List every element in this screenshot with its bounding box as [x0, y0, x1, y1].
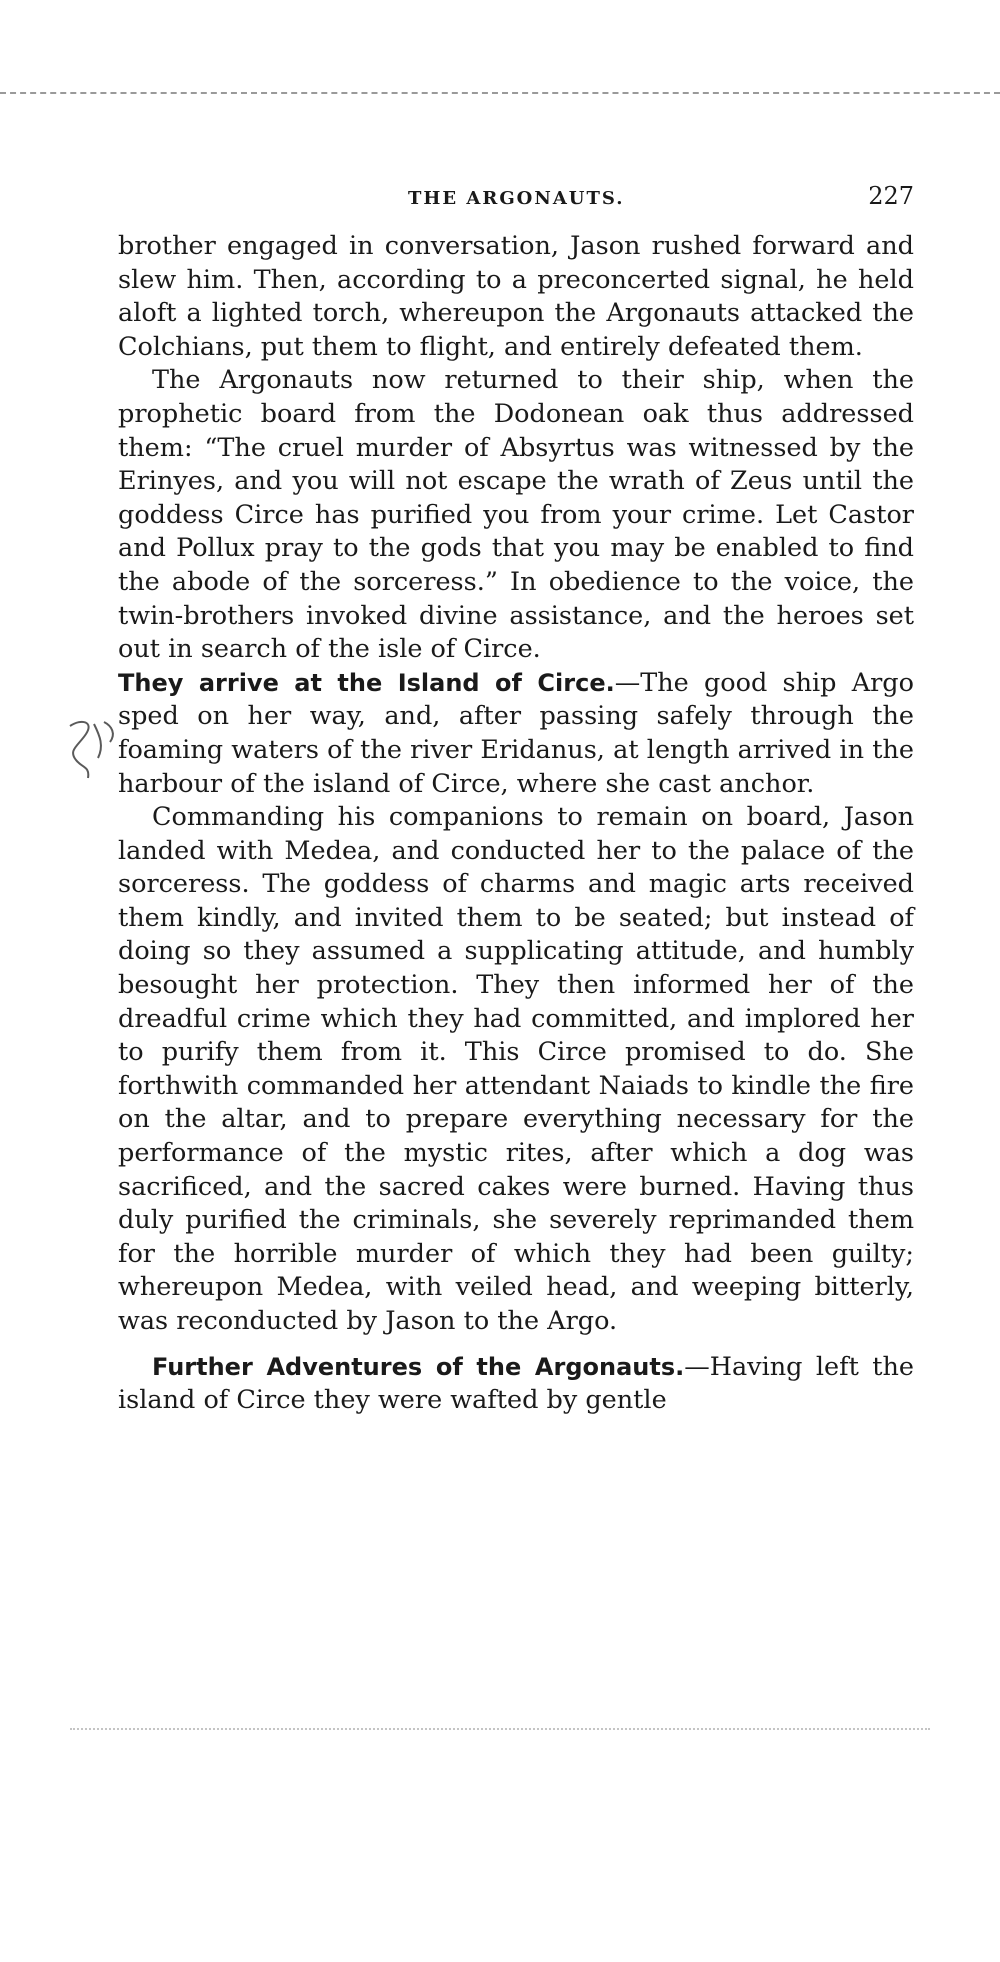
page-number: 227 [868, 182, 914, 210]
section-heading-further-adventures: Further Adventures of the Argonauts. [152, 1352, 685, 1381]
scan-bottom-rule [70, 1728, 930, 1730]
paragraph-4 [118, 801, 914, 1339]
book-page [118, 182, 914, 1418]
paragraph-3-text: —The good ship Argo sped on her way, and, after passing safely through the foaming waters of the river Eridanus, at length arrived in the harbour of the island of Circe, where she cast anchor. [118, 667, 914, 799]
running-head [408, 182, 914, 222]
scan-top-rule [0, 92, 1000, 94]
paragraph-5-text: —Having left the island of Circe they were wafted by gentle [118, 1351, 914, 1416]
paragraph-4-text: Commanding his companions to remain on board, Jason landed with Medea, and conducted her to the palace of the sorceress. The goddess of charms and magic arts received them kindly, and invited them to be seated; but instead of doing so they assumed a supplicating attitude, and humbly besought her protection. They then informed her of the dreadful crime which they had committed, and implored her to purify them from it. This Circe promised to do. She forthwith commanded her attendant Naiads to kindle the fire on the altar, and to prepare everything necessary for the performance of the mystic rites, after which a dog was sacrificed, and the sacred cakes were burned. Having thus duly purified the criminals, she severely reprimanded them for the horrible murder of which they had been guilty; whereupon Medea, with veiled head, and weeping bitterly, was reconducted by Jason to the Argo. [118, 802, 914, 1336]
body-text [118, 230, 914, 1418]
paragraph-3 [118, 667, 914, 801]
paragraph-2-text: The Argonauts now returned to their ship, when the prophetic board from the Dodonean oak thus addressed them: “The cruel murder of Absyrtus was witnessed by the Erinyes, and you will not escape the wrath of Zeus until the goddess Circe has purified you from your crime. Let Castor and Pollux pray to the gods that you may be enabled to find the abode of the sorceress.” In obedience to the voice, the twin-brothers invoked divine assistance, and the heroes set out in search of the isle of Circe. [118, 365, 914, 665]
pencil-annotation-icon [64, 716, 124, 796]
paragraph-5 [118, 1351, 914, 1418]
running-title: THE ARGONAUTS. [408, 188, 625, 209]
paragraph-1-text: brother engaged in conversation, Jason rushed forward and slew him. Then, according to a preconcerted signal, he held aloft a lighted torch, whereupon the Argonauts attacked the Colchians, put them to flight, and entirely defeated them. [118, 231, 914, 362]
paragraph-1 [118, 230, 914, 364]
section-heading-circe: They arrive at the Island of Circe. [118, 668, 615, 697]
paragraph-2 [118, 364, 914, 666]
